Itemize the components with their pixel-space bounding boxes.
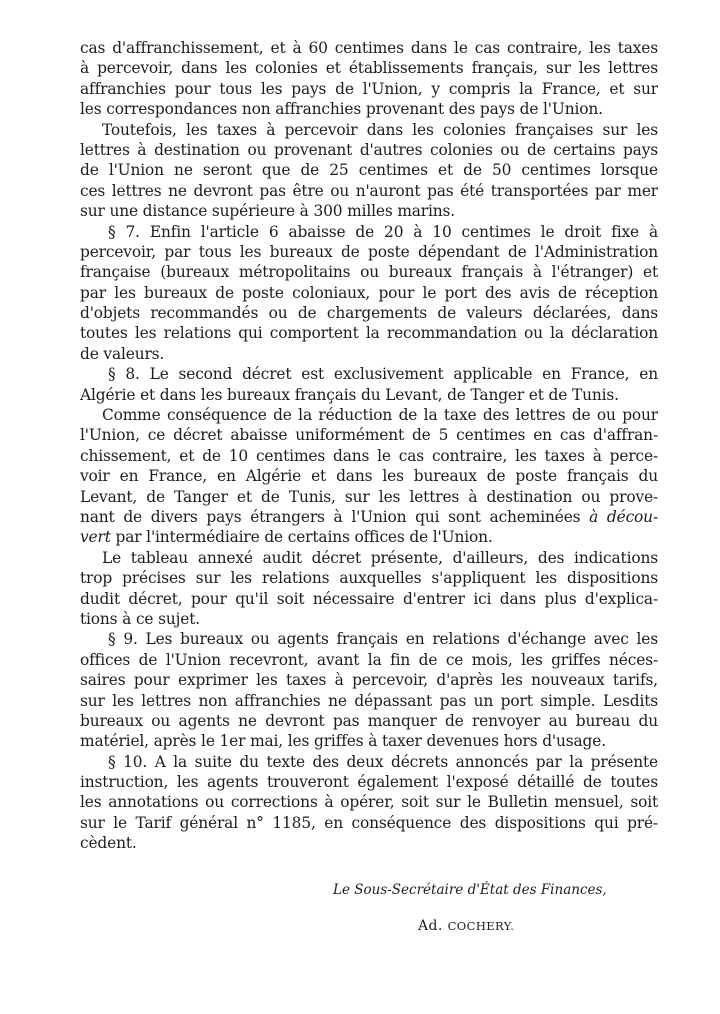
text-line (80, 344, 658, 364)
line-text: de l'Union ne seront que de 25 centimes et de 50 centimes lorsque (80, 161, 658, 180)
italic-text: vert (80, 528, 111, 547)
line-text: § 7. Enfin l'article 6 abaisse de 20 à 10 centimes le droit fixe à (108, 222, 658, 241)
line-text: à percevoir, dans les colonies et établissements français, sur les lettres (80, 59, 658, 78)
line-text: de valeurs. (80, 344, 165, 363)
text-line (80, 140, 658, 160)
text-line (80, 772, 658, 792)
line-text: percevoir, par tous les bureaux de poste dépendant de l'Administration (80, 242, 658, 261)
text-line (80, 58, 658, 78)
text-line (80, 120, 658, 140)
line-text: lettres à destination ou provenant d'autres colonies ou de certains pays (80, 140, 658, 159)
text-line (80, 691, 658, 711)
line-text: Algérie et dans les bureaux français du Levant, de Tanger et de Tunis. (80, 385, 619, 404)
signature-title: Le Sous-Secrétaire d'État des Finances, (333, 882, 607, 898)
line-text: offices de l'Union recevront, avant la fin de ce mois, les griffes néces- (80, 650, 658, 669)
text-line (80, 303, 658, 323)
line-text: nant de divers pays étrangers à l'Union qui sont acheminées (80, 507, 590, 526)
line-text: cas d'affranchissement, et à 60 centimes dans le cas contraire, les taxes (80, 39, 658, 57)
text-line (80, 792, 658, 812)
text-line (80, 548, 658, 568)
line-text: bureaux ou agents ne devront pas manquer de renvoyer au bureau du (80, 711, 658, 730)
text-line (80, 99, 658, 119)
text-line (80, 507, 658, 527)
signature-surname: COCHERY. (447, 919, 515, 933)
text-line (80, 527, 658, 547)
line-text: § 9. Les bureaux ou agents français en relations d'échange avec les (108, 630, 658, 649)
line-text: chissement, et de 10 centimes dans le cas contraire, les taxes à perce- (80, 446, 658, 465)
text-line (80, 568, 658, 588)
text-line (80, 181, 658, 201)
line-text: française (bureaux métropolitains ou bureaux français à l'étranger) et (80, 263, 658, 282)
text-line (80, 364, 658, 384)
line-text: l'Union, ce décret abaisse uniformément de 5 centimes en cas d'affran- (80, 426, 658, 445)
line-text: par les bureaux de poste coloniaux, pour le port des avis de réception (80, 283, 658, 302)
text-line (80, 589, 658, 609)
line-text: matériel, après le 1er mai, les griffes à taxer devenues hors d'usage. (80, 732, 606, 751)
line-text: dudit décret, pour qu'il soit nécessaire d'entrer ici dans plus d'explica- (80, 589, 658, 608)
line-text: Toutefois, les taxes à percevoir dans les colonies françaises sur les (102, 120, 658, 139)
line-text: Le tableau annexé audit décret présente, d'ailleurs, des indications (102, 548, 658, 567)
line-text: par l'intermédiaire de certains offices de l'Union. (110, 528, 493, 547)
text-line (80, 79, 658, 99)
text-line (80, 670, 658, 690)
line-text: d'objets recommandés ou de chargements de valeurs déclarées, dans (80, 304, 658, 323)
line-text: sur une distance supérieure à 300 milles marins. (80, 202, 456, 221)
text-line (80, 466, 658, 486)
line-text: Comme conséquence de la réduction de la taxe des lettres de ou pour (102, 406, 658, 425)
text-line (80, 283, 658, 303)
text-line (80, 242, 658, 262)
text-line (80, 711, 658, 731)
line-text: instruction, les agents trouveront également l'exposé détaillé de toutes (80, 773, 658, 792)
text-line (80, 262, 658, 282)
text-line (80, 833, 658, 853)
text-line (80, 446, 658, 466)
line-text: ces lettres ne devront pas être ou n'auront pas été transportées par mer (80, 181, 658, 200)
line-text: trop précises sur les relations auxquelles s'appliquent les dispositions (80, 569, 658, 588)
line-text: Levant, de Tanger et de Tunis, sur les lettres à destination ou prove- (80, 487, 658, 506)
line-text: toutes les relations qui comportent la recommandation ou la déclaration (80, 324, 658, 343)
text-line (80, 752, 658, 772)
text-line (80, 323, 658, 343)
signature-name-prefix: Ad. (418, 918, 443, 934)
text-line (80, 487, 658, 507)
document-body (80, 38, 658, 854)
text-line (80, 38, 658, 58)
text-line (80, 425, 658, 445)
line-text: affranchies pour tous les pays de l'Union, y compris la France, et sur (80, 79, 658, 98)
signature-name (418, 918, 514, 934)
text-line (80, 650, 658, 670)
text-line (80, 813, 658, 833)
text-line (80, 201, 658, 221)
line-text: § 8. Le second décret est exclusivement applicable en France, en (108, 365, 658, 384)
text-line (80, 405, 658, 425)
line-text: les annotations ou corrections à opérer, soit sur le Bulletin mensuel, soit (80, 793, 658, 812)
text-line (80, 629, 658, 649)
line-text: voir en France, en Algérie et dans les bureaux de poste français du (80, 467, 658, 486)
line-text: cèdent. (80, 834, 137, 853)
text-line (80, 385, 658, 405)
italic-text: à décou- (589, 507, 658, 526)
line-text: § 10. A la suite du texte des deux décrets annoncés par la présente (108, 752, 658, 771)
line-text: les correspondances non affranchies provenant des pays de l'Union. (80, 100, 603, 119)
text-line (80, 222, 658, 242)
line-text: tions à ce sujet. (80, 609, 200, 628)
text-line (80, 609, 658, 629)
line-text: sur les lettres non affranchies ne dépassant pas un port simple. Lesdits (80, 691, 658, 710)
text-line (80, 160, 658, 180)
line-text: saires pour exprimer les taxes à percevoir, d'après les nouveaux tarifs, (80, 671, 658, 690)
text-line (80, 731, 658, 751)
line-text: sur le Tarif général n° 1185, en conséquence des dispositions qui pré- (80, 813, 658, 832)
